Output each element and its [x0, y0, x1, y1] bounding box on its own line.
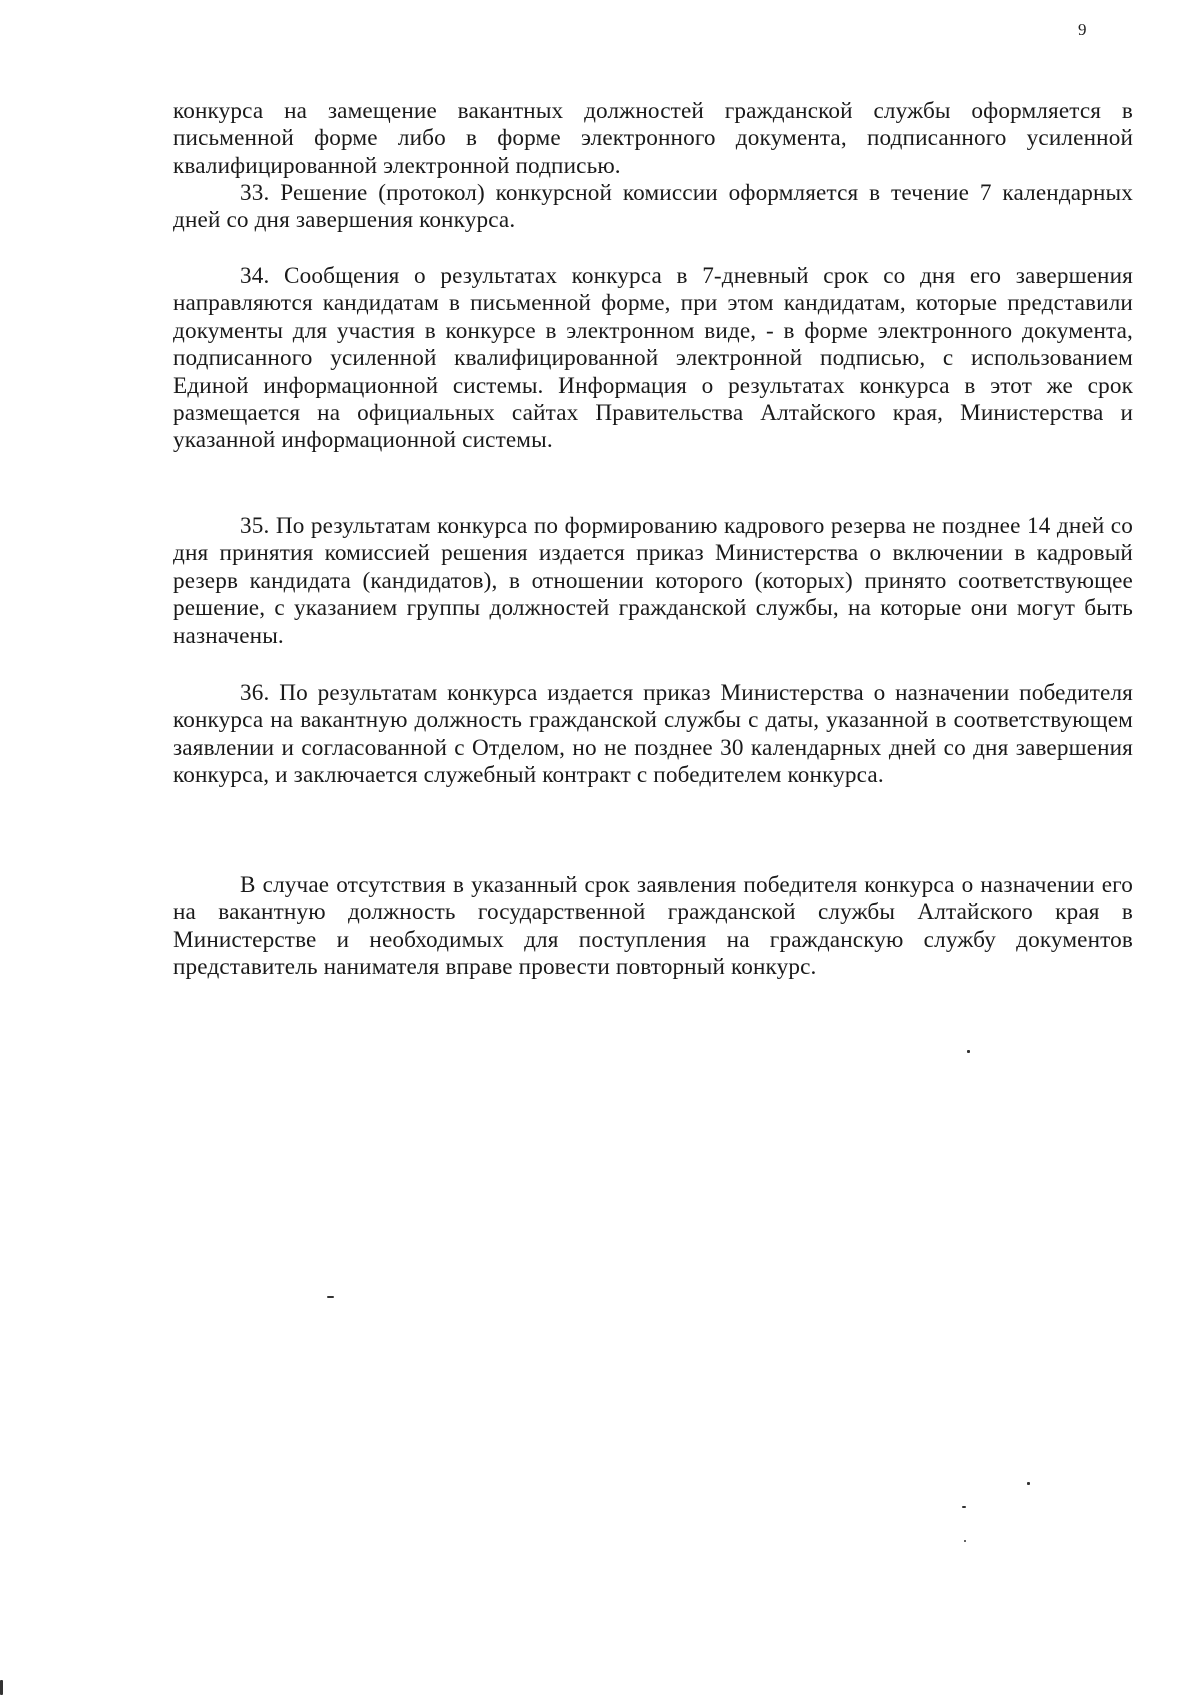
- paragraph-32-continued: конкурса на замещение вакантных должностей гражданской службы оформляется в письменной форме либо в форме электронного документа, подписанного усиленной квалифицированной электронной подписью.: [173, 98, 1133, 179]
- scan-speck: [964, 1540, 966, 1542]
- paragraph-36: 36. По результатам конкурса издается приказ Министерства о назначении победителя конкурса на вакантную должность гражданской службы с даты, указанной в соответствующем заявлении и согласованной с Отделом, но не позднее 30 календарных дней со дня завершения конкурса, и заключается служебный контракт с победителем конкурса.: [173, 680, 1133, 789]
- scan-speck: [327, 1296, 334, 1298]
- paragraph-33: 33. Решение (протокол) конкурсной комиссии оформляется в течение 7 календарных дней со дня завершения конкурса.: [173, 180, 1133, 234]
- scan-speck: [0, 1680, 3, 1695]
- page-number: 9: [1078, 20, 1087, 39]
- paragraph-35: 35. По результатам конкурса по формированию кадрового резерва не позднее 14 дней со дня принятия комиссией решения издается приказ Министерства о включении в кадровый резерв кандидата (кандидатов), в отношении которого (которых) принято соответствующее решение, с указанием группы должностей гражданской службы, на которые они могут быть назначены.: [173, 513, 1133, 649]
- paragraph-37: В случае отсутствия в указанный срок заявления победителя конкурса о назначении его на вакантную должность государственной гражданской службы Алтайского края в Министерстве и необходимых для поступления на гражданскую службу документов представитель нанимателя вправе провести повторный конкурс.: [173, 872, 1133, 981]
- scan-speck: [967, 1050, 970, 1053]
- scan-speck: [962, 1506, 966, 1508]
- paragraph-34: 34. Сообщения о результатах конкурса в 7-дневный срок со дня его завершения направляются кандидатам в письменной форме, при этом кандидатам, которые представили документы для участия в конкурсе в электронном виде, - в форме электронного документа, подписанного усиленной квалифицированной электронной подписью, с использованием Единой информационной системы. Информация о результатах конкурса в этот же срок размещается на официальных сайтах Правительства Алтайского края, Министерства и указанной информационной системы.: [173, 263, 1133, 454]
- scan-speck: [1027, 1482, 1030, 1485]
